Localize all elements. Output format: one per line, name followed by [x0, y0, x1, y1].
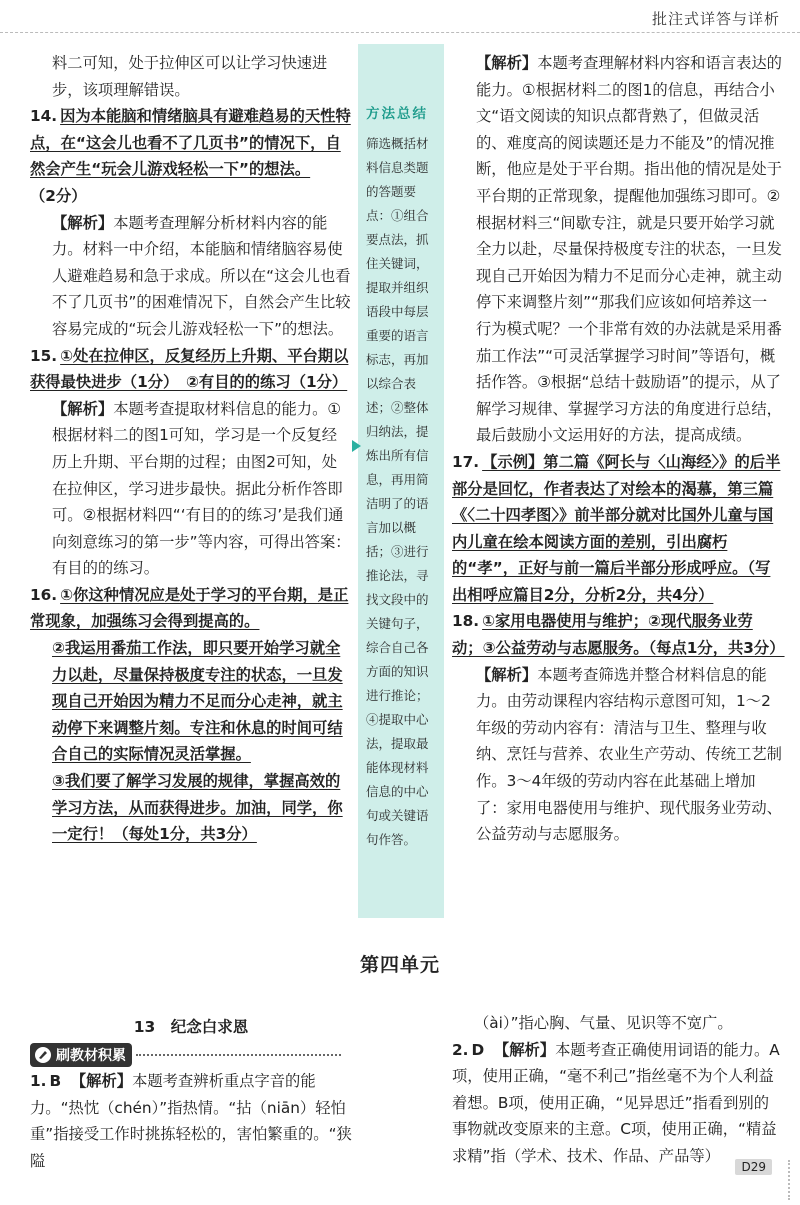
choice-letter: D: [471, 1040, 485, 1059]
page-edge-dots: [778, 1160, 790, 1200]
analysis-tag: 【解析】: [476, 54, 538, 72]
badge-dotted-rule: [136, 1054, 341, 1056]
answer-part-2: ②我运用番茄工作法，即只要开始学习就全力以赴，尽量保持极度专注的状态，一旦发现自己开始因为精力不足而分心走神，就主动停下来调整片刻。专注和休息的时间可结合自己的实际情况灵活掌握。: [52, 639, 343, 764]
analysis-tag: 【解析】: [52, 399, 114, 418]
lesson-right-column: [452, 1010, 782, 1170]
analysis-tag: 【解析】: [476, 665, 538, 684]
analysis-text: 本题考查筛选并整合材料信息的能力。由劳动课程内容结构示意图可知，1～2年级的劳动内容有：清洁与卫生、整理与收纳、烹饪与营养、农业生产劳动、传统工艺制作。3～4年级的劳动内容在此基础上增加了：家用电器使用与维护、现代服务业劳动、公益劳动与志愿服务。: [476, 665, 782, 844]
question-1: [30, 1068, 352, 1174]
sidebar-title: 方法总结: [366, 106, 428, 122]
question-2: [452, 1037, 782, 1170]
question-18: [452, 608, 785, 847]
sidebar-body: 筛选概括材料信息类题的答题要点：①组合要点法，抓住关键词，提取并组织语段中每层重要的语言标志，再加以综合表述；②整体归纳法，提炼出所有信息，再用简洁明了的语言加以概括；③进行推论法，寻找文段中的关键句子，综合自己各方面的知识进行推论；④提取中心法，提取最能体现材料信息的中心句或关键语句作答。: [366, 136, 429, 847]
analysis-tag: 【解析】: [52, 213, 114, 232]
lesson-left-column: [30, 1068, 352, 1174]
intro-paragraph: 料二可知，处于拉伸区可以让学习快速进步，该项理解错误。: [52, 54, 328, 99]
question-16: [30, 582, 352, 848]
answer-text: ①处在拉伸区，反复经历上升期、平台期以获得最快进步（1分） ②有目的的练习（1分）: [30, 346, 349, 392]
answer-part-3: ③我们要了解学习发展的规律，掌握高效的学习方法，从而获得进步。加油，同学，你一定行！（每处1分，共3分）: [52, 772, 343, 844]
continued-text: （ài）”指心胸、气量、见识等不宽广。: [474, 1014, 733, 1032]
choice-letter: B: [49, 1072, 62, 1090]
lesson-title: 13 纪念白求恩: [133, 1018, 249, 1036]
running-header: 批注式详答与详析: [651, 10, 780, 28]
analysis-text: 本题考查理解材料内容和语言表达的能力。①根据材料二的图1的信息，再结合小文“语文阅读的知识点都背熟了，但做灵活的、难度高的阅读题还是力不能及”的情况推断，他应是处于平台期。指出他的情况是处于平台期的正常现象，提醒他加强练习即可。②根据材料三“间歇专注，就是只要开始学习就全力以赴，尽量保持极度专注的状态，一旦发现自己开始因为精力不足而分心走神，就主动停下来调整片刻”“那我们应该如何培养这一行为模式呢？一个非常有效的办法就是采用番茄工作法”“可灵活掌握学习时间”等语句，概括作答。③根据“总结十鼓励语”的提示，从了解学习规律、掌握学习方法的角度进行总结，最后鼓励小文运用好的方法，提高成绩。: [476, 54, 782, 445]
analysis-tag: 【解析】: [493, 1040, 556, 1059]
badge-label: 刷教材积累: [56, 1048, 126, 1064]
arrow-marker-icon: [352, 440, 361, 452]
answer-text: 因为本能脑和情绪脑具有避难趋易的天性特点，在“这会儿也看不了几页书”的情况下，自然会产生“玩会儿游戏轻松一下”的想法。: [30, 107, 351, 179]
unit-title: 第四单元: [359, 954, 440, 976]
question-number: 18.: [452, 612, 480, 631]
answer-part-1: ①你这种情况应是处于学习的平台期，是正常现象，加强练习会得到提高的。: [30, 585, 349, 631]
analysis-text: 本题考查理解分析材料内容的能力。材料一中介绍，本能脑和情绪脑容易使人避难趋易和急于求成。所以在“这会儿也看不了几页书”的困难情况下，自然会产生比较容易完成的“玩会儿游戏轻松一下”的想法。: [52, 213, 351, 338]
score-text: （2分）: [30, 186, 87, 205]
question-15: [30, 343, 352, 582]
right-column: [452, 50, 785, 848]
question-number: 14.: [30, 107, 58, 126]
analysis-tag: 【解析】: [70, 1072, 133, 1090]
analysis-text: 本题考查提取材料信息的能力。①根据材料二的图1可知，学习是一个反复经历上升期、平台期的过程；由图2可知，处在拉伸区，学习进步最快。据此分析作答即可。②根据材料四“‘有目的的练习’是我们通向刻意练习的第一步”等内容，可得出答案：有目的的练习。: [52, 399, 351, 578]
analysis-text: 本题考查辨析重点字音的能力。“热忱（chén）”指热情。“拈（niān）轻怕重”指接受工作时挑拣轻松的，害怕繁重的。“狭隘: [30, 1072, 352, 1170]
answer-text: ①家用电器使用与维护；②现代服务业劳动；③公益劳动与志愿服务。（每点1分，共3分）: [452, 612, 785, 658]
question-17: [452, 449, 782, 609]
section-badge: [30, 1042, 341, 1068]
brush-icon: [34, 1046, 52, 1064]
question-number: 16.: [30, 585, 58, 604]
page-number: D29: [735, 1159, 772, 1175]
question-number: 15.: [30, 346, 58, 365]
question-14: [30, 103, 352, 342]
header-divider: [0, 32, 800, 33]
method-summary-sidebar: [358, 44, 444, 918]
question-number: 17.: [452, 452, 480, 471]
question-number: 2.: [452, 1040, 469, 1059]
analysis-text: 本题考查正确使用词语的能力。A项，使用正确，“毫不利己”指丝毫不为个人利益着想。B项，使用正确，“见异思迁”指看到别的事物就改变原来的主意。C项，使用正确，“精益求精”指（学术、技术、作品、产品等）: [452, 1040, 780, 1165]
answer-text: 【示例】第二篇《阿长与〈山海经〉》的后半部分是回忆，作者表达了对绘本的渴慕，第三篇《〈二十四孝图〉》前半部分就对比国外儿童与国内儿童在绘本阅读方面的差别，引出腐朽的“孝”，正好与前一篇后半部分形成呼应。（写出相呼应篇目2分，分析2分，共4分）: [452, 452, 781, 604]
left-column: [30, 50, 352, 848]
question-number: 1.: [30, 1072, 47, 1090]
